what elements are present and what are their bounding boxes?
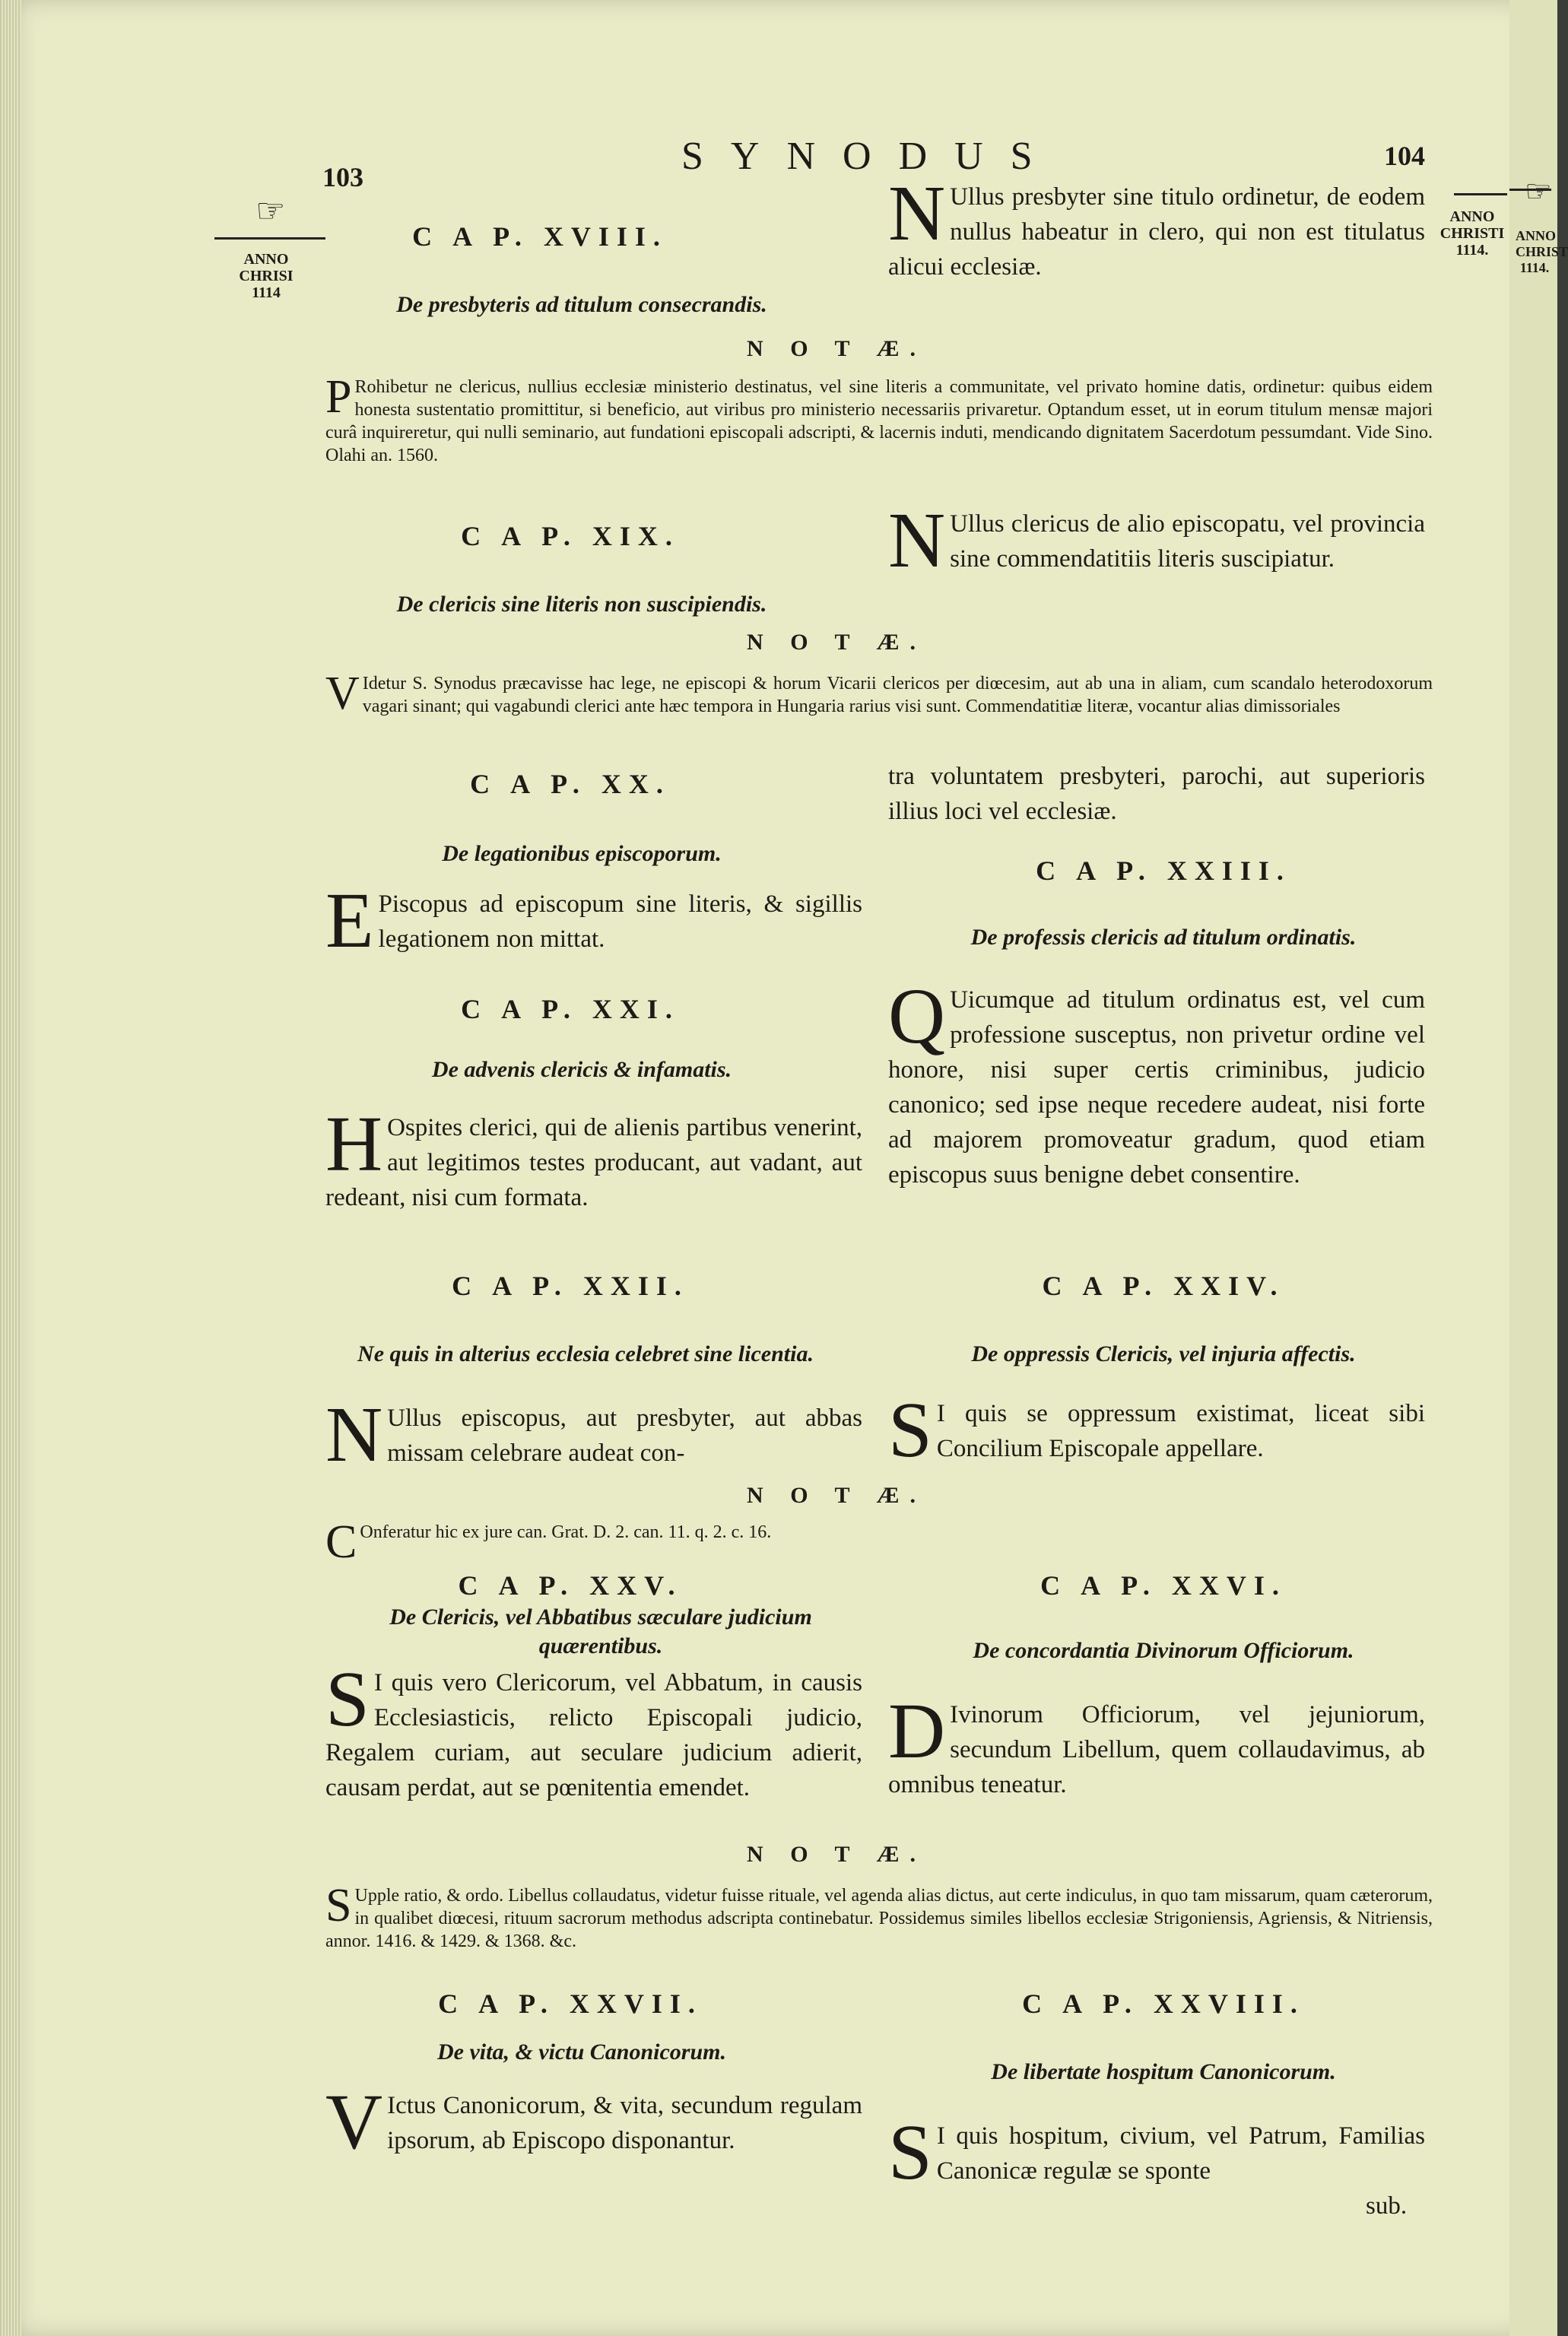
cap-24-subtitle: De oppressis Clericis, vel injuria affectis. [971,1341,1356,1366]
cap-24-heading: C A P. XXIV. [1042,1271,1285,1301]
cap-20-subtitle: De legationibus episcoporum. [442,841,722,866]
margin-rule-right [1454,193,1507,195]
cap-26-heading: C A P. XXVI. [1040,1570,1287,1601]
cap-23-text: Q Uicumque ad titulum ordinatus est, vel cum professione susceptus, non privetur ordine vel honore, nisi super certis criminibus, judicio canonico; sed ipse neque recedere audeat, nisi forte ad majorem promoveatur gradum, quod etiam episcopus suus benigne debet consentire. [888,973,1425,1189]
margin-note-right: ANNO CHRISTI 1114. [1439,208,1505,259]
page-number-left: 103 [322,162,363,192]
cap-18-text: N Ullus presbyter sine titulo ordinetur, de eodem nullus habeatur in clero, qui non est titulatus alicui ecclesiæ. [888,170,1425,281]
cap-21-subtitle: De advenis clericis & infamatis. [431,1057,732,1082]
cap-23-subtitle: De professis clericis ad titulum ordinatis. [970,925,1357,950]
page-number-right: 104 [1384,141,1425,171]
cap-26-subtitle: De concordantia Divinorum Officiorum. [973,1638,1354,1663]
cap-28-text: S I quis hospitum, civium, vel Patrum, Familias Canonicæ regulæ se sponte [888,2109,1425,2196]
cap-21-text: H Ospites clerici, qui de alienis partibus venerint, aut legitimos testes producant, aut vadant, aut redeant, nisi cum formata. [325,1100,862,1211]
facing-page-margin-note: ANNO CHRIST 1114. [1516,228,1568,275]
cap-19-heading: C A P. XIX. [461,521,680,551]
cap-20-text: E Piscopus ad episcopum sine literis, & sigillis legationem non mittat. [325,877,862,964]
cap-19-text: N Ullus clericus de alio episcopatu, vel provincia sine commendatitiis literis suscipiatur. [888,497,1425,584]
cap-27-heading: C A P. XXVII. [438,1988,703,2019]
cap-25-subtitle: De Clericis, vel Abbatibus sæculare judicium quærentibus. [389,1604,812,1658]
cap-22-subtitle: Ne quis in alterius ecclesia celebret sine licentia. [357,1341,814,1366]
cap-22-text: N Ullus episcopus, aut presbyter, aut abbas missam celebrare audeat con- [325,1391,862,1478]
facing-page-rule [1509,189,1551,191]
cap-21-heading: C A P. XXI. [461,994,680,1024]
cap-28-heading: C A P. XXVIII. [1022,1988,1305,2019]
cap-18-subtitle: De presbyteris ad titulum consecrandis. [396,292,767,317]
notae-heading-4: N O T Æ. [747,1842,926,1867]
cap-18-heading: C A P. XVIII. [412,221,668,252]
notae-heading-3: N O T Æ. [747,1483,926,1508]
pointing-hand-icon: ☞ [256,192,286,230]
notae-3-text: C Onferatur hic ex jure can. Grat. D. 2. can. 11. q. 2. c. 16. [325,1516,772,1568]
cap-19-subtitle: De clericis sine literis non suscipiendis. [396,592,767,617]
margin-note-left: ANNO CHRISI 1114 [239,251,294,301]
notae-heading-2: N O T Æ. [747,630,926,655]
cap-28-subtitle: De libertate hospitum Canonicorum. [991,2059,1336,2084]
cap-24-text: S I quis se oppressum existimat, liceat sibi Concilium Episcopale appellare. [888,1386,1425,1474]
cap-22-heading: C A P. XXII. [452,1271,689,1301]
cap-27-subtitle: De vita, & victu Canonicorum. [436,2039,726,2065]
notae-4-text: S Upple ratio, & ordo. Libellus collaudatus, videtur fuisse rituale, vel agenda alias dictus, aut certe indiculus, in quo tam missarum, quam cæterorum, in qualibet diœcesi, rituum sacrorum methodus adscripta continebatur. Possidemus similes libellos ecclesiæ Strigoniensis, Agriensis, & Nitriensis, annor. 1416. & 1429. & 1368. &c. [325,1880,1433,1951]
pointing-hand-icon: ☞ [1525,174,1552,208]
facing-page-edge [1509,0,1568,2336]
cap-27-text: V Ictus Canonicorum, & vita, secundum regulam ipsorum, ab Episcopo disponantur. [325,2078,862,2166]
margin-rule-left [214,237,325,240]
cap-25-heading: C A P. XXV. [458,1570,683,1601]
page-edge [0,0,21,2336]
notae-heading-1: N O T Æ. [747,336,926,361]
cap-23-heading: C A P. XXIII. [1036,855,1291,886]
cap-22-continued-text: tra voluntatem presbyteri, parochi, aut superioris illius loci vel ecclesiæ. [888,763,1425,825]
cap-25-text: S I quis vero Clericorum, vel Abbatum, in causis Ecclesiasticis, relicto Episcopali judicio, Regalem curiam, aut seculare judicium adierit, causam perdat, aut se pœnitentia emendet. [325,1655,862,1801]
catchword: sub. [1366,2192,1408,2220]
notae-2-text: V Idetur S. Synodus præcavisse hac lege, ne episcopi & horum Vicarii clericos per diœcesim, aut ab una in aliam, cum scandalo heterodoxorum vagari sinant; qui vagabundi clerici ante hæc tempora in Hungaria rarius visi sunt. Commendatitiæ literæ, vocantur alias dimissoriales [325,668,1433,719]
cap-20-heading: C A P. XX. [470,769,671,799]
cap-26-text: D Ivinorum Officiorum, vel jejuniorum, secundum Libellum, quem collaudavimus, ab omnibus teneatur. [888,1687,1425,1798]
running-title: SYNODUS [681,135,1060,178]
notae-1-text: P Rohibetur ne clericus, nullius ecclesiæ ministerio destinatus, vel sine literis a communitate, vel privato homine datis, ordinetur: quibus eidem honesta sustentatio promittitur, si beneficio, aut viribus pro ministerio necessariis privaretur. Optandum esset, ut in eorum titulum mensæ majori curâ inquireretur, qui nulli seminario, aut fundationi episcopali adscripti, & lacernis induti, mendicando dignitatem Sacerdotum pessumdant. Vide Sino. Olahi an. 1560. [325,371,1433,465]
